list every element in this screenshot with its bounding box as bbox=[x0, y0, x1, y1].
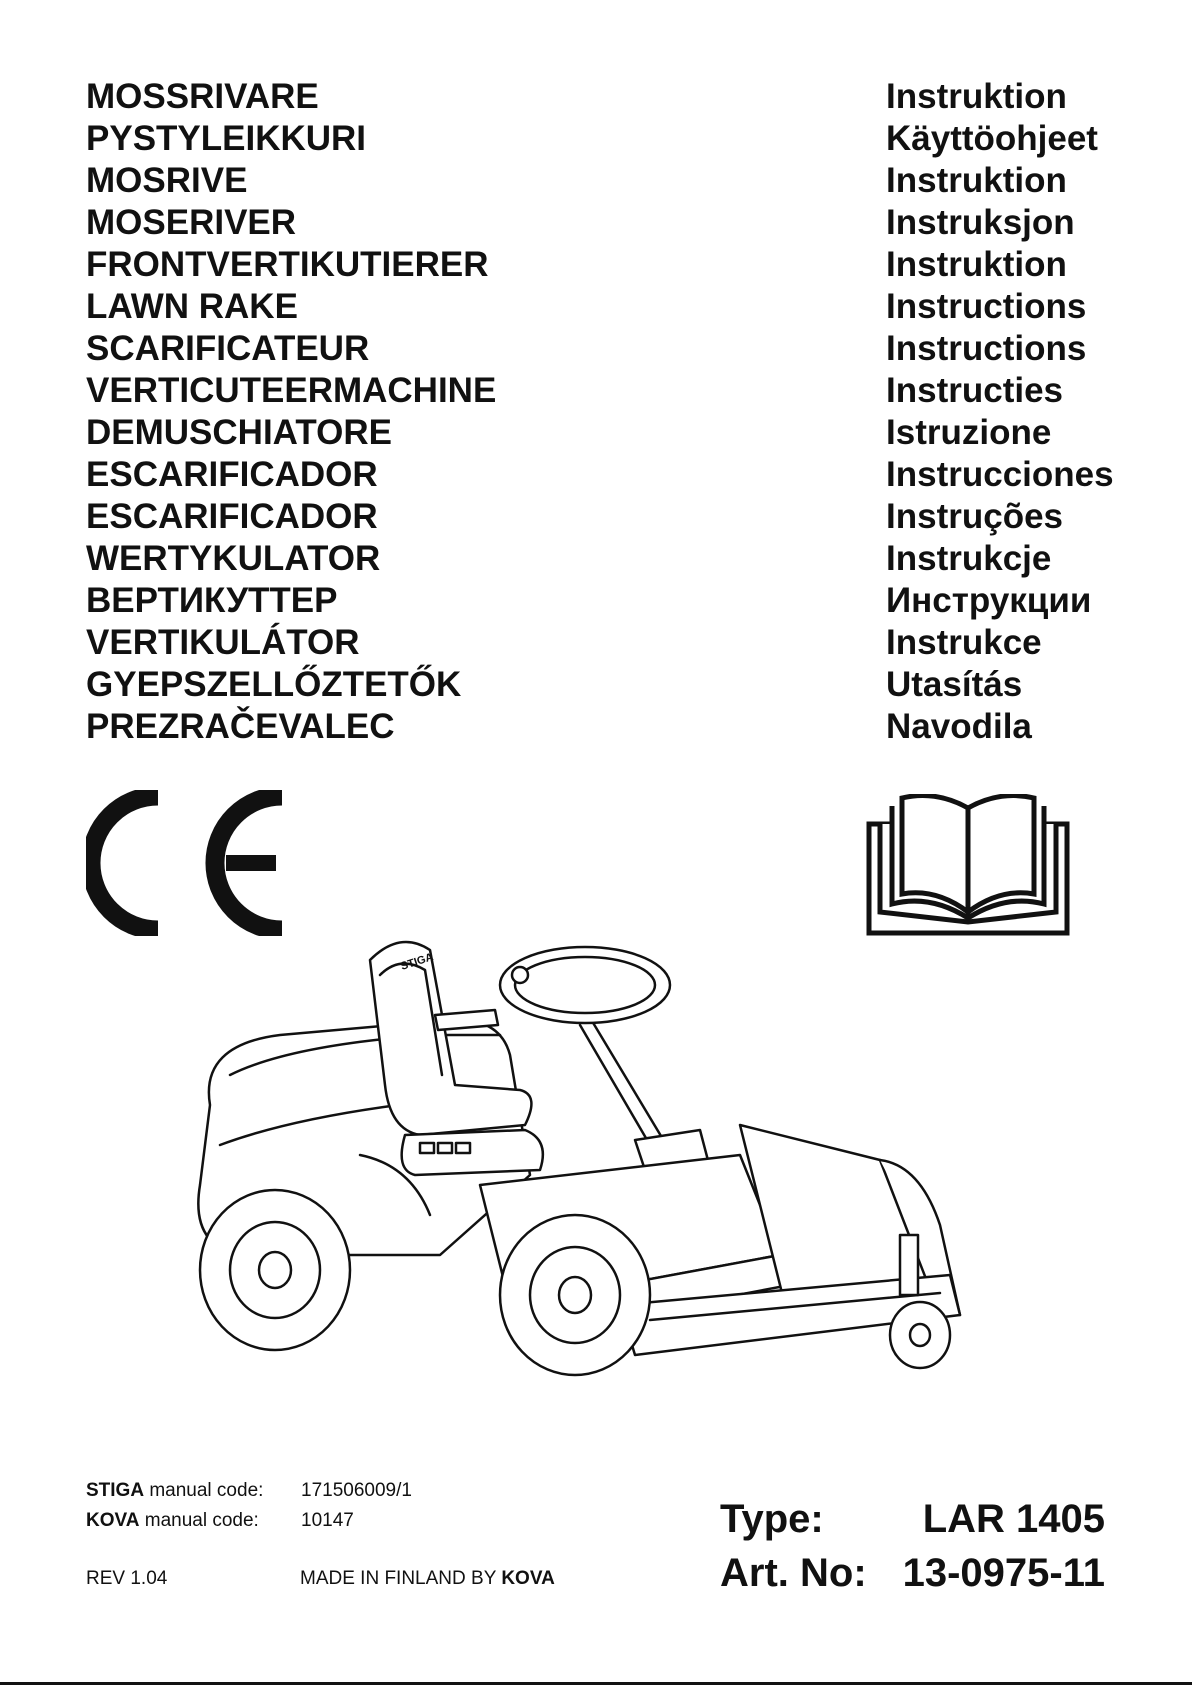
title-row bbox=[86, 76, 1126, 118]
instruction-word: Istruzione bbox=[886, 413, 1052, 452]
product-name: ESCARIFICADOR bbox=[86, 497, 378, 536]
stiga-code-label: manual code: bbox=[144, 1480, 264, 1501]
product-name: VERTICUTEERMACHINE bbox=[86, 371, 497, 410]
instruction-word: Instruktion bbox=[886, 245, 1067, 284]
product-name: DEMUSCHIATORE bbox=[86, 413, 392, 452]
made-in-prefix: MADE IN FINLAND BY bbox=[300, 1568, 502, 1589]
instruction-word: Instructions bbox=[886, 329, 1087, 368]
instruction-word: Instructions bbox=[886, 287, 1087, 326]
product-name: SCARIFICATEUR bbox=[86, 329, 370, 368]
instruction-word: Käyttöohjeet bbox=[886, 119, 1098, 158]
art-value: 13-0975-11 bbox=[902, 1551, 1105, 1595]
product-name: ВЕРТИКУТТЕР bbox=[86, 581, 338, 620]
title-row bbox=[86, 538, 1126, 580]
ce-mark-icon bbox=[86, 790, 286, 936]
instruction-word: Instruksjon bbox=[886, 203, 1075, 242]
instruction-word: Navodila bbox=[886, 707, 1032, 746]
instruction-word: Instruktion bbox=[886, 77, 1067, 116]
product-name: WERTYKULATOR bbox=[86, 539, 381, 578]
product-name: PREZRAČEVALEC bbox=[86, 707, 395, 746]
product-name: MOSSRIVARE bbox=[86, 77, 319, 116]
instruction-word: Instrukce bbox=[886, 623, 1042, 662]
product-name: LAWN RAKE bbox=[86, 287, 298, 326]
instruction-word: Инструкции bbox=[886, 581, 1092, 620]
type-line bbox=[720, 1492, 1105, 1546]
title-row bbox=[86, 244, 1126, 286]
art-line bbox=[720, 1546, 1105, 1600]
title-row bbox=[86, 496, 1126, 538]
stiga-logo: STIGA bbox=[399, 951, 435, 973]
instruction-word: Instructies bbox=[886, 371, 1063, 410]
title-row bbox=[86, 328, 1126, 370]
type-info bbox=[720, 1492, 1105, 1600]
title-row bbox=[86, 664, 1126, 706]
manual-codes bbox=[86, 1476, 412, 1536]
title-row bbox=[86, 622, 1126, 664]
instruction-word: Instruções bbox=[886, 497, 1063, 536]
stiga-code-line bbox=[86, 1476, 412, 1506]
lawn-rake-mower-illustration bbox=[180, 925, 1020, 1430]
instruction-word: Utasítás bbox=[886, 665, 1023, 704]
kova-brand: KOVA bbox=[86, 1510, 140, 1531]
type-value: LAR 1405 bbox=[922, 1497, 1105, 1541]
stiga-code-value: 171506009/1 bbox=[301, 1480, 412, 1501]
product-name: FRONTVERTIKUTIERER bbox=[86, 245, 489, 284]
instruction-word: Instrucciones bbox=[886, 455, 1114, 494]
product-name: MOSRIVE bbox=[86, 161, 248, 200]
instruction-word: Instruktion bbox=[886, 161, 1067, 200]
title-row bbox=[86, 118, 1126, 160]
product-name: GYEPSZELLŐZTETŐK bbox=[86, 665, 462, 704]
title-row bbox=[86, 160, 1126, 202]
kova-code-line bbox=[86, 1506, 412, 1536]
product-name: PYSTYLEIKKURI bbox=[86, 119, 367, 158]
made-in-brand: KOVA bbox=[501, 1568, 555, 1589]
made-in bbox=[300, 1568, 555, 1590]
title-row bbox=[86, 286, 1126, 328]
title-row bbox=[86, 706, 1126, 748]
title-row bbox=[86, 580, 1126, 622]
product-name: MOSERIVER bbox=[86, 203, 297, 242]
title-row bbox=[86, 454, 1126, 496]
open-book-icon bbox=[866, 794, 1070, 936]
art-label: Art. No: bbox=[720, 1551, 867, 1595]
title-row bbox=[86, 202, 1126, 244]
product-name: ESCARIFICADOR bbox=[86, 455, 378, 494]
instruction-word: Instrukcje bbox=[886, 539, 1052, 578]
type-label: Type: bbox=[720, 1497, 824, 1541]
title-row bbox=[86, 412, 1126, 454]
revision: REV 1.04 bbox=[86, 1568, 168, 1589]
title-list bbox=[86, 76, 1126, 748]
stiga-brand: STIGA bbox=[86, 1480, 145, 1501]
kova-code-value: 10147 bbox=[301, 1510, 354, 1531]
kova-code-label: manual code: bbox=[139, 1510, 259, 1531]
product-name: VERTIKULÁTOR bbox=[86, 623, 360, 662]
title-row bbox=[86, 370, 1126, 412]
